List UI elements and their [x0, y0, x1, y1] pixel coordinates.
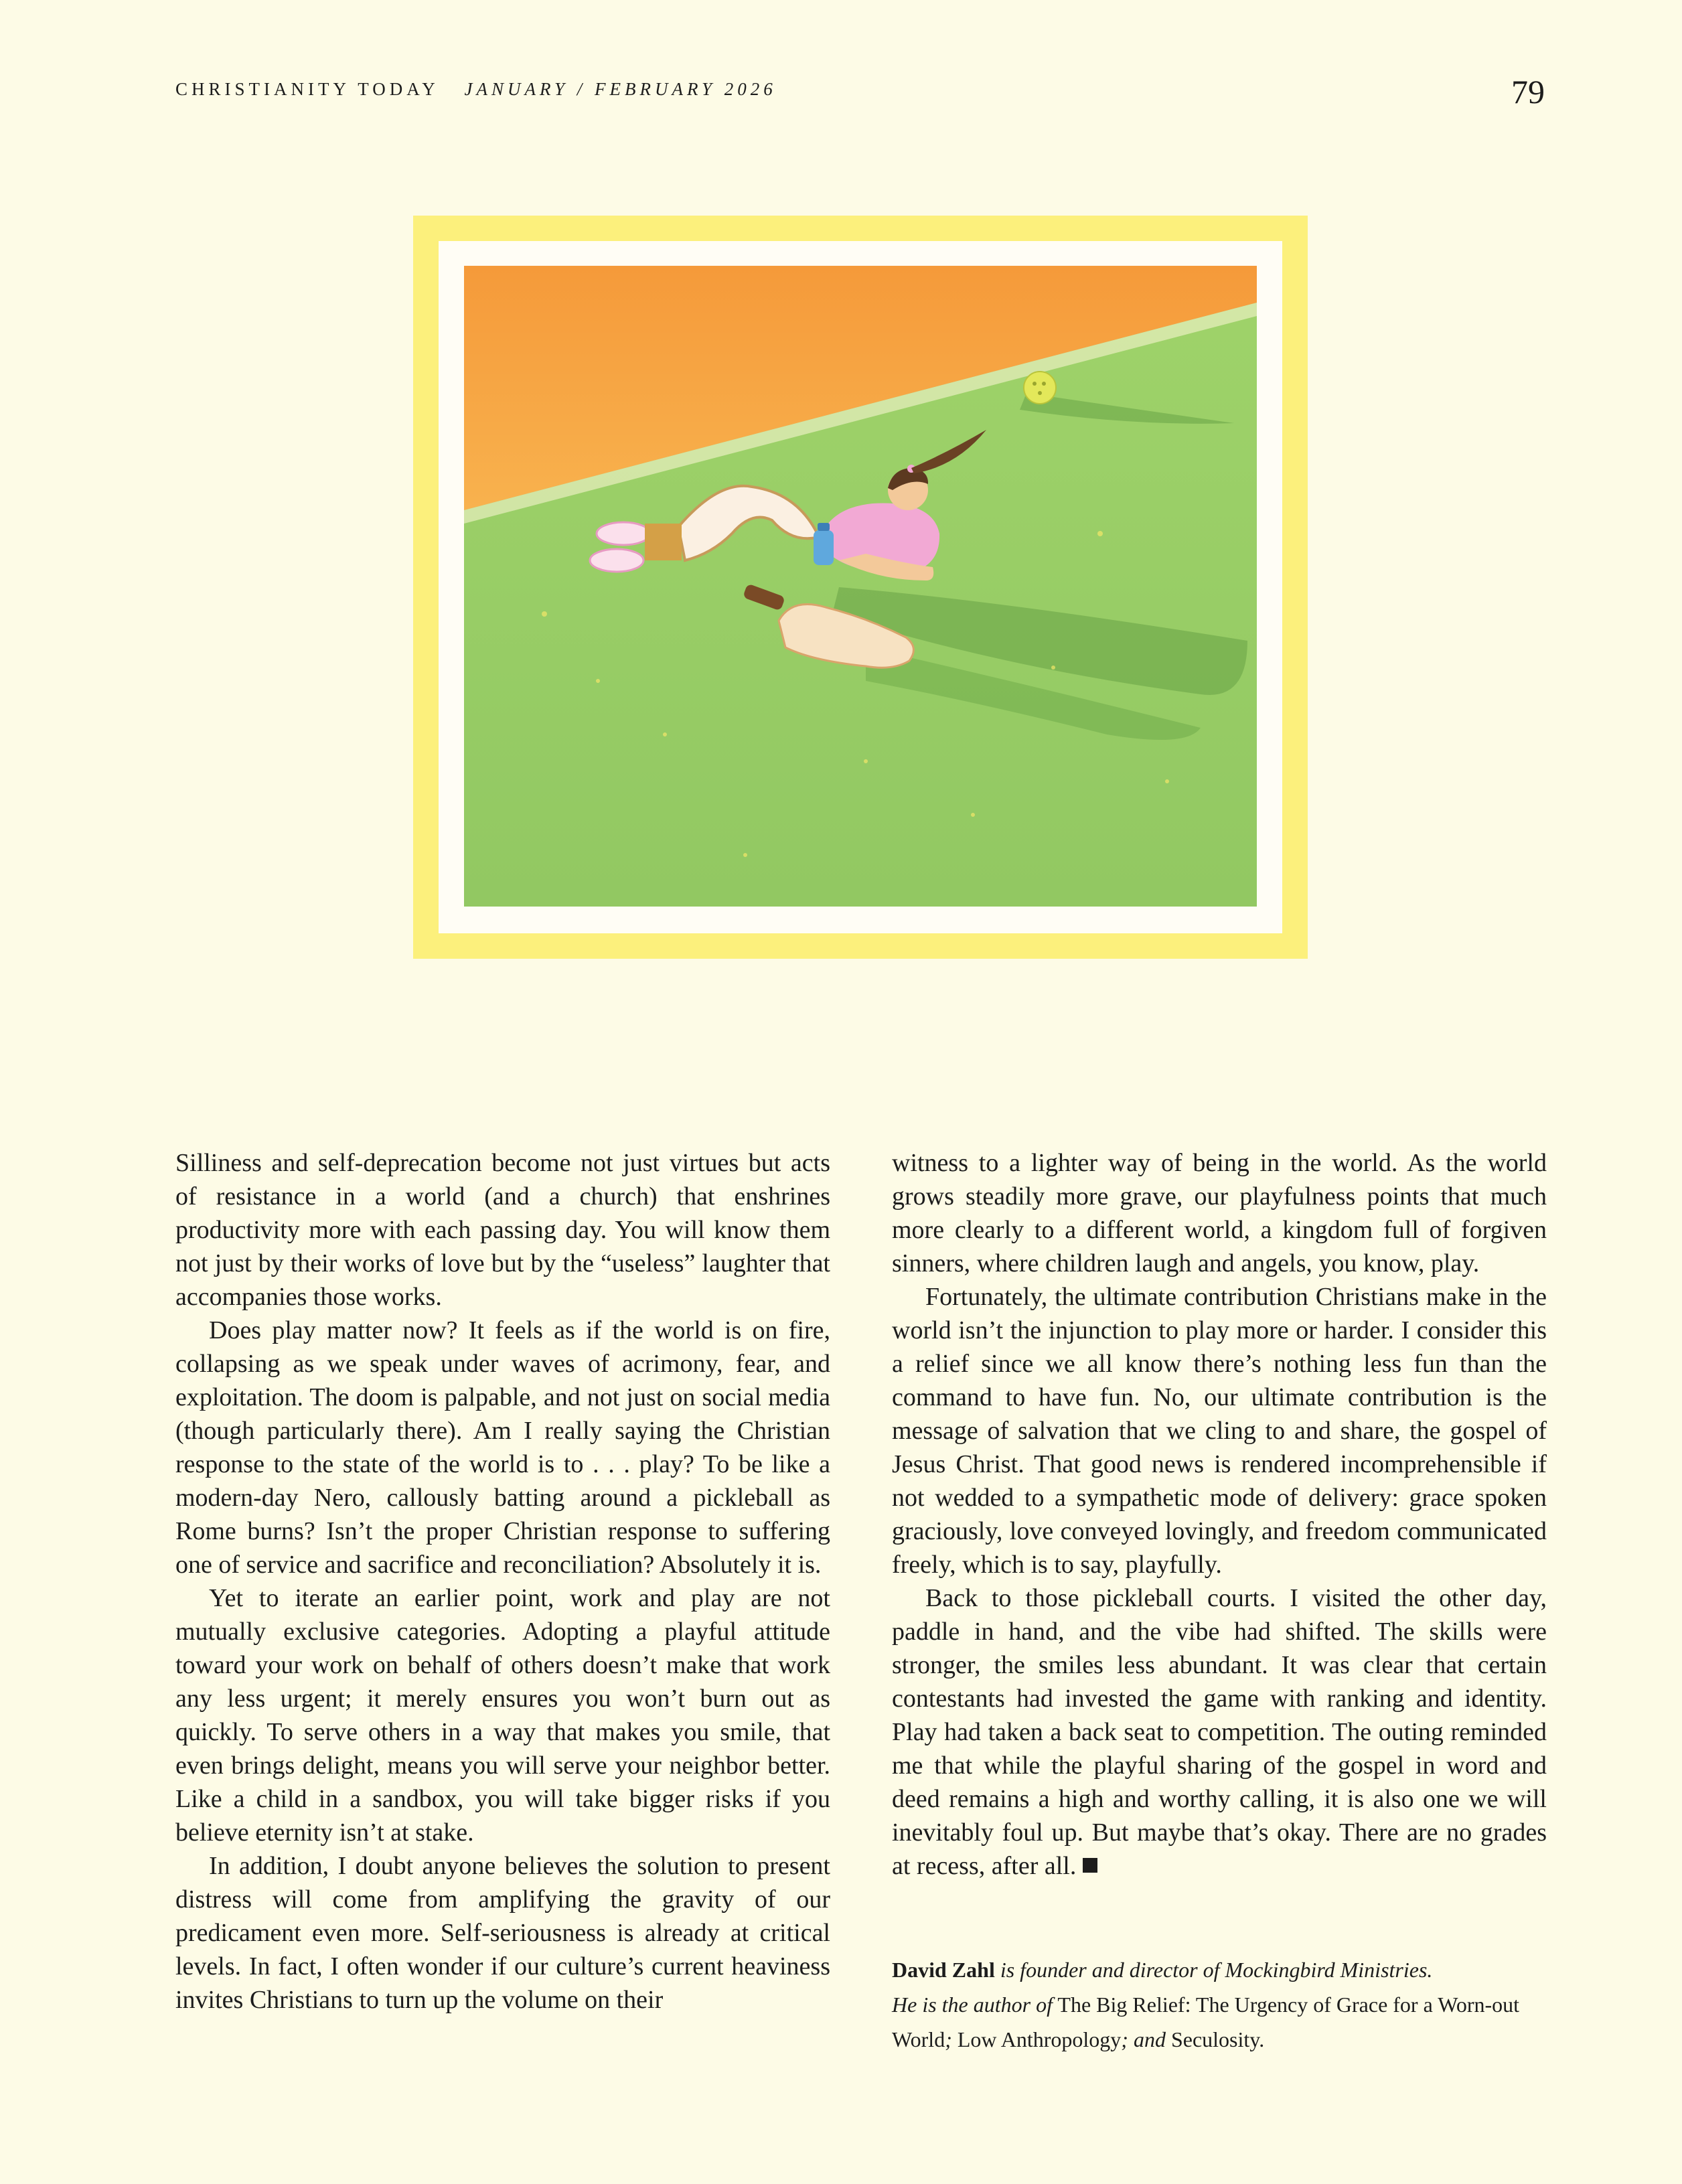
shoe-left	[597, 522, 650, 545]
book-separator: ;	[945, 2027, 952, 2051]
author-intro: He is the author of	[892, 1993, 1053, 2017]
paragraph: Yet to iterate an earlier point, work and play are not mutually exclusive categories. Adopting a playful attitude toward your work on behalf of others doesn’t make that work any less urgent; it merely ensures you won’t burn out as quickly. To serve others in a way that makes you smile, that even brings delight, means you will serve your neighbor better. Like a child in a sandbox, you will take bigger risks if you believe eternity isn’t at stake.	[175, 1584, 830, 1847]
author-role: is founder and director of Mockingbird Ministries.	[1000, 1958, 1433, 1982]
article-left-column	[175, 1146, 830, 2017]
book-separator: ; and	[1121, 2027, 1166, 2051]
paragraph: Does play matter now? It feels as if the world is on fire, collapsing as we speak under waves of acrimony, fear, and exploitation. The doom is palpable, and not just on social media (though particularly there). Am I really saying the Christian response to the state of the world is to . . . play? To be like a modern-day Nero, callously batting around a pickleball as Rome burns? Isn’t the proper Christian response to suffering one of service and sacrifice and reconciliation? Absolutely it is.	[175, 1316, 830, 1579]
water-bottle	[814, 530, 834, 565]
publication-name: CHRISTIANITY TODAY	[175, 79, 439, 99]
shoe-right	[590, 549, 643, 572]
end-mark-icon	[1083, 1858, 1097, 1873]
pickleball-illustration	[464, 266, 1257, 907]
paragraph: witness to a lighter way of being in the world. As the world grows steadily more grave, our playfulness points that much more clearly to a different world, a kingdom full of forgiven sinners, where children laugh and angels, you know, play.	[892, 1149, 1547, 1277]
paragraph	[892, 1581, 1547, 1883]
paragraph: In addition, I doubt anyone believes the solution to present distress will come from amplifying the gravity of our predicament even more. Self-seriousness is already at critical levels. In fact, I often wonder if our culture’s current heaviness invites Christians to turn up the volume on their	[175, 1852, 830, 2014]
running-header	[175, 79, 777, 100]
paragraph: Fortunately, the ultimate contribution Christians make in the world isn’t the injunction to play more or harder. I consider this a relief since we all know there’s nothing less fun than the command to have fun. No, our ultimate contribution is the message of salvation that we cling to and share, the gospel of Jesus Christ. That good news is rendered incomprehensible if not wedded to a sympathetic mode of delivery: grace spoken graciously, love conveyed lovingly, and freedom communicated freely, which is to say, playfully.	[892, 1283, 1547, 1579]
pickleball	[1024, 372, 1056, 404]
page-number: 79	[1511, 73, 1545, 110]
book-title: The Big Relief: The Urgency of Grace for a Worn-out World	[892, 1993, 1520, 2051]
book-title: Seculosity	[1170, 2027, 1259, 2051]
author-bio	[892, 1952, 1547, 2057]
paragraph-text: Back to those pickleball courts. I visited the other day, paddle in hand, and the vibe had shifted. The skills were stronger, the smiles less abundant. It was clear that certain contestants had invested the game with ranking and identity. Play had taken a back seat to competition. The outing reminded me that while the playful sharing of the gospel in word and deed remains a high and worthy calling, it is also one we will inevitably foul up. But maybe that’s okay. There are no grades at recess, after all.	[892, 1584, 1547, 1880]
paragraph: Silliness and self-deprecation become not just virtues but acts of resistance in a world (and a church) that enshrines productivity more with each passing day. You will know them not just by their works of love but by the “useless” laughter that accompanies those works.	[175, 1149, 830, 1311]
book-title: Low Anthropology	[957, 2027, 1122, 2051]
article-right-column	[892, 1146, 1547, 1883]
author-name: David Zahl	[892, 1958, 995, 1982]
issue-date: JANUARY / FEBRUARY 2026	[464, 79, 777, 99]
bio-end: .	[1259, 2027, 1265, 2051]
